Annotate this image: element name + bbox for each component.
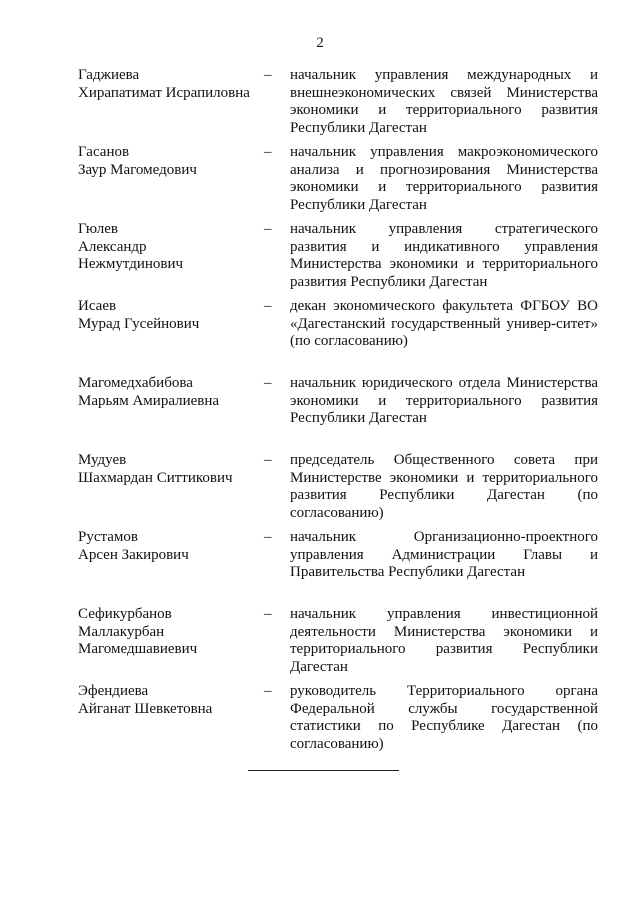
member-role: начальник юридического отдела Министерства экономики и территориального развития Республики Дагестан — [290, 375, 598, 426]
member-name-line: Гаджиева — [78, 67, 140, 83]
member-role: декан экономического факультета ФГБОУ ВО «Дагестанский государственный универ-ситет» (по согласованию) — [290, 298, 598, 349]
member-entry — [78, 298, 598, 375]
member-role: начальник управления инвестиционной деятельности Министерства экономики и территориального развития Республики Дагестан — [290, 606, 598, 675]
dash-separator: – — [264, 67, 272, 83]
member-role: начальник управления макроэкономического анализа и прогнозирования Министерства экономики и территориального развития Республики Дагестан — [290, 144, 598, 213]
member-name-line: Эфендиева — [78, 683, 149, 699]
member-name — [78, 452, 258, 487]
dash-separator: – — [264, 452, 272, 468]
member-role: начальник управления стратегического развития и индикативного управления Министерства экономики и территориального развития Республики Дагестан — [290, 221, 598, 290]
members-list — [78, 67, 598, 760]
member-name-line: Шахмардан Ситтикович — [78, 469, 233, 486]
member-name-line: Нежмутдинович — [78, 256, 184, 272]
dash-separator: – — [264, 144, 272, 160]
member-entry — [78, 683, 598, 760]
member-entry — [78, 144, 598, 221]
dash-separator: – — [264, 375, 272, 391]
member-name — [78, 375, 258, 410]
member-name — [78, 606, 258, 659]
member-name-line: Арсен Закирович — [78, 546, 189, 563]
member-name — [78, 67, 258, 102]
member-name — [78, 529, 258, 564]
member-name-line: Александр — [78, 238, 147, 255]
member-name-line: Магомедхабибова — [78, 375, 193, 391]
member-name-line: Маллакурбан — [78, 623, 165, 640]
member-name-line: Мудуев — [78, 452, 127, 468]
page-number: 2 — [316, 35, 324, 51]
member-name-line: Сефикурбанов — [78, 606, 172, 622]
member-entry — [78, 606, 598, 683]
member-role: руководитель Территориального органа Федеральной службы государственной статистики по Республике Дагестан (по согласованию) — [290, 683, 598, 752]
member-name-line: Рустамов — [78, 529, 138, 545]
dash-separator: – — [264, 529, 272, 545]
member-name-line: Гасанов — [78, 144, 130, 160]
dash-separator: – — [264, 221, 272, 237]
member-name-line: Хирапатимат Исрапиловна — [78, 84, 250, 101]
member-name — [78, 221, 258, 274]
member-role: начальник Организационно-проектного управления Администрации Главы и Правительства Республики Дагестан — [290, 529, 598, 580]
member-role: начальник управления международных и внешнеэкономических связей Министерства экономики и территориального развития Республики Дагестан — [290, 67, 598, 136]
member-name-line: Магомедшавиевич — [78, 641, 198, 657]
member-name-line: Марьям Амиралиевна — [78, 392, 220, 409]
member-name-line: Заур Магомедович — [78, 161, 197, 178]
dash-separator: – — [264, 683, 272, 699]
member-name — [78, 683, 258, 718]
member-name-line: Айганат Шевкетовна — [78, 700, 213, 717]
dash-separator: – — [264, 298, 272, 314]
member-entry — [78, 529, 598, 606]
member-name — [78, 298, 258, 333]
member-name-line: Гюлев — [78, 221, 118, 237]
member-name-line: Мурад Гусейнович — [78, 315, 200, 332]
member-name-line: Исаев — [78, 298, 117, 314]
member-entry — [78, 452, 598, 529]
member-role: председатель Общественного совета при Министерстве экономики и территориального развития Республики Дагестан (по согласованию) — [290, 452, 598, 521]
member-entry — [78, 67, 598, 144]
member-name — [78, 144, 258, 179]
member-entry — [78, 375, 598, 452]
dash-separator: – — [264, 606, 272, 622]
closing-divider — [248, 770, 399, 771]
member-entry — [78, 221, 598, 298]
